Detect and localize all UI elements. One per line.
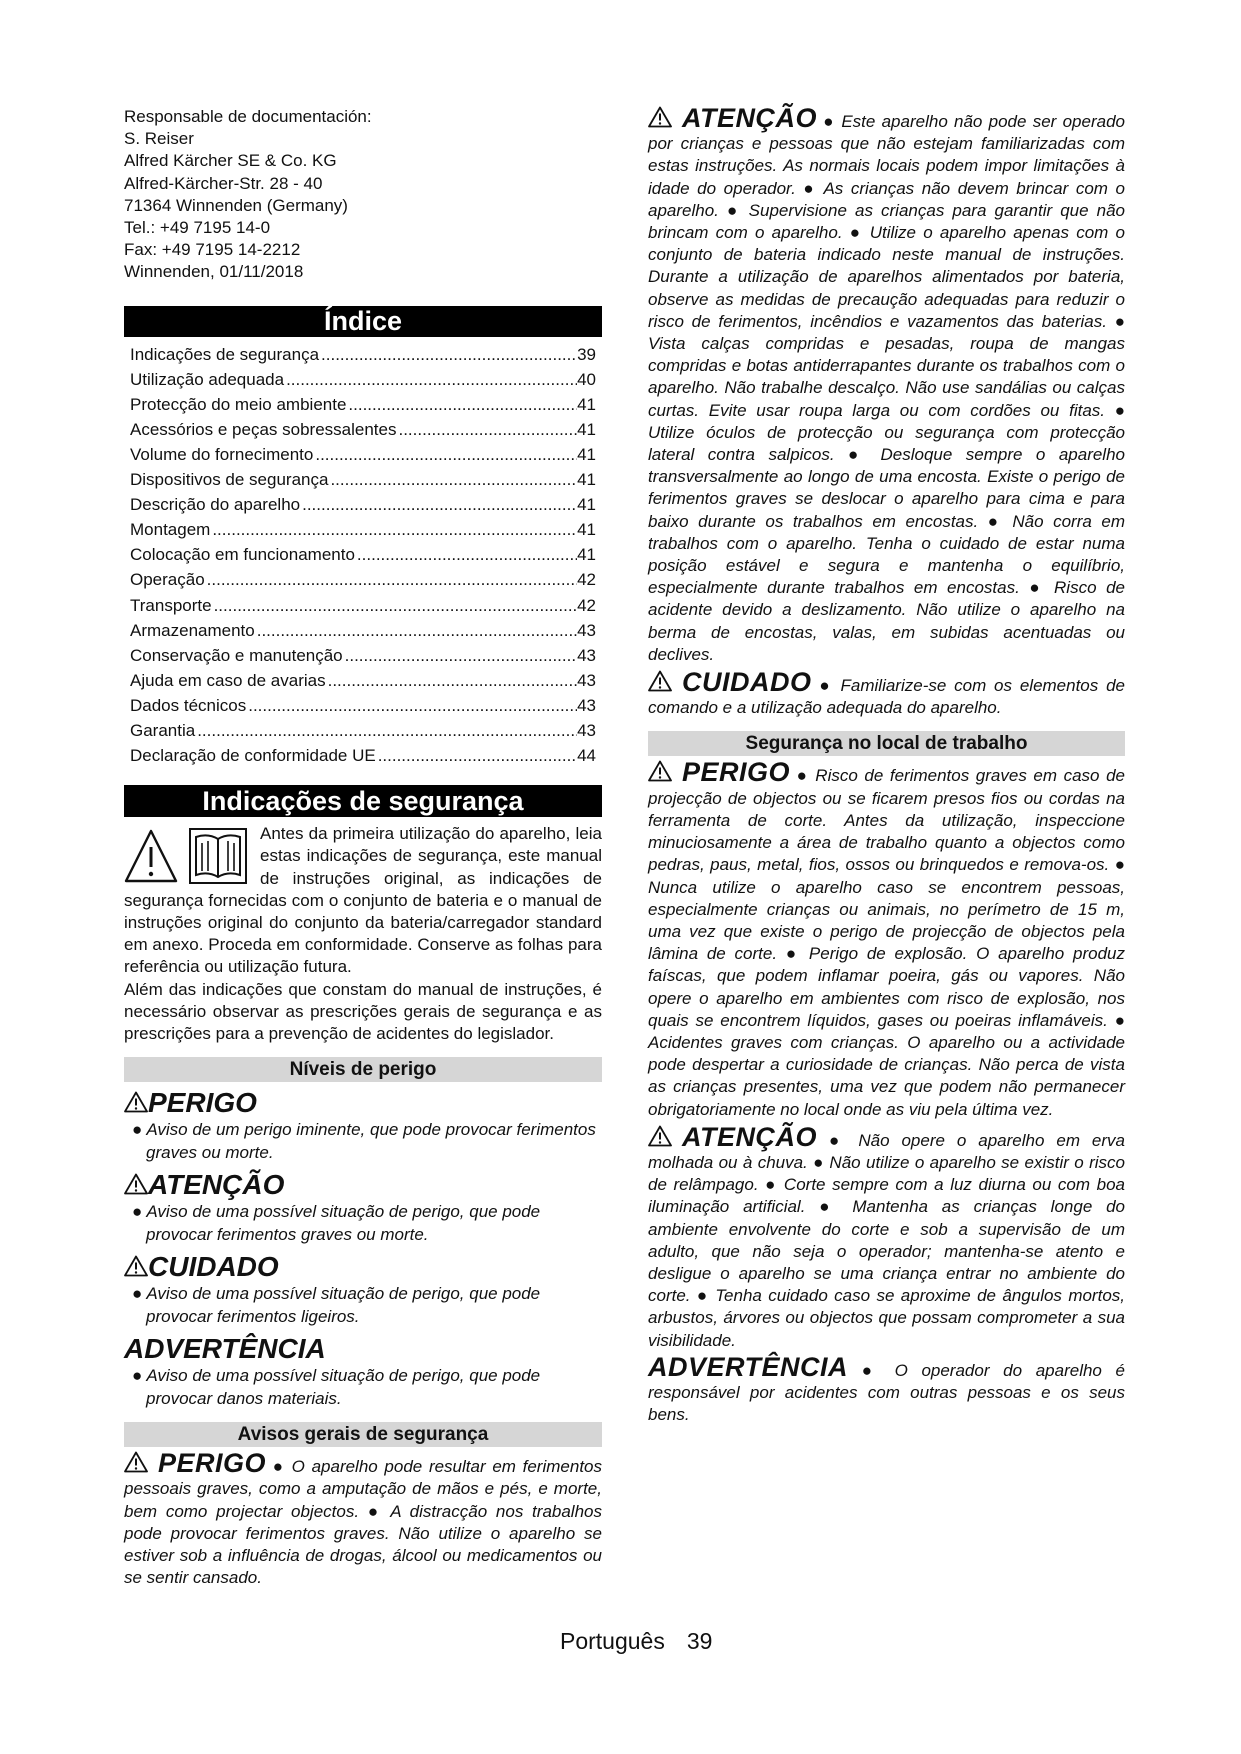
imprint-line: Tel.: +49 7195 14-0 [124, 218, 271, 238]
toc-leader [313, 442, 577, 467]
warning-triangle-icon [648, 106, 672, 128]
toc-entry-page: 43 [577, 645, 596, 665]
warning-triangle-icon [124, 1173, 148, 1195]
toc-entry-page: 41 [577, 520, 596, 540]
imprint [124, 106, 602, 284]
toc-entry-title: Descrição do aparelho [130, 495, 301, 515]
workplace-advertencia-paragraph [648, 1351, 1126, 1427]
imprint-line: Alfred-Kärcher-Str. 28 - 40 [124, 173, 323, 193]
paragraph-text: ● Este aparelho não pode ser operado por crianças e pessoas que não estejam familiarizadas com estas instruções. As normais locais podem impor limitações à idade do operador. ● As crianças não devem brincar com o aparelho. ● Supervisione as crianças para garantir que não brincam com o aparelho. ● Utilize o aparelho apenas com o conjunto de bateria indicado neste manual de instruções. Durante a utilização de aparelhos alimentados por bateria, observe as medidas de precaução adequadas para reduzir o risco de ferimentos, incêndios e vazamentos das baterias. ● Vista calças compridas e pesadas, roupa de mangas compridas e botas antiderrapantes durante os trabalhos com o aparelho. Não trabalhe descalço. Não use sandálias ou calças curtas. Evite usar roupa larga ou com cordões ou fitas. ● Utilize óculos de protecção ou segurança com protecção lateral contra salpicos. ● Desloque sempre o aparelho transversalmente ao longo de uma encosta. Existe o perigo de ferimentos graves se deslocar o aparelho para cima e para baixo durante os trabalhos em encostas. ● Não corra em trabalhos com o aparelho. Tenha o cuidado de estar numa posição estável e segura e mantenha o equilíbrio, especialmente durante trabalhos em encostas. ● Risco de acidente devido a deslizamento. Não utilize o aparelho na berma de encostas, valas, em subidas acentuadas ou declives. [648, 112, 1125, 664]
cuidado-paragraph [648, 667, 1125, 719]
warning-triangle-icon [124, 1451, 148, 1473]
toc-entry-title: Indicações de segurança [130, 344, 320, 364]
toc-entry-page: 43 [577, 721, 596, 741]
toc-entry-page: 40 [577, 369, 596, 389]
toc-entry[interactable] [130, 492, 596, 517]
toc-entry-page: 44 [577, 746, 596, 766]
toc-leader [300, 492, 577, 517]
toc-leader [328, 467, 577, 492]
toc-entry-page: 42 [577, 570, 596, 590]
level-advertencia-heading [124, 1334, 602, 1364]
signal-word: ATENÇÃO [682, 1121, 817, 1152]
left-column [124, 106, 602, 1589]
table-of-contents [124, 342, 602, 769]
toc-entry-title: Operação [130, 570, 205, 590]
workplace-perigo-paragraph [648, 757, 1125, 1120]
toc-entry-page: 41 [577, 419, 596, 439]
toc-entry[interactable] [130, 668, 596, 693]
toc-leader [246, 693, 577, 718]
toc-entry-title: Dispositivos de segurança [130, 470, 329, 490]
warning-triangle-icon [124, 1255, 148, 1277]
warning-triangle-icon [648, 1125, 672, 1147]
page-footer [560, 1628, 712, 1655]
toc-entry-title: Volume do fornecimento [130, 445, 314, 464]
toc-entry-title: Declaração de conformidade UE [130, 746, 376, 766]
toc-entry[interactable] [130, 367, 596, 392]
safety-intro [124, 823, 602, 1045]
imprint-line: 71364 Winnenden (Germany) [124, 195, 348, 215]
imprint-line: Winnenden, 01/11/2018 [124, 262, 304, 282]
toc-entry[interactable] [130, 467, 596, 492]
toc-entry[interactable] [130, 417, 596, 442]
toc-entry-title: Protecção do meio ambiente [130, 394, 347, 414]
toc-leader [205, 567, 577, 592]
level-atencao-heading [124, 1170, 602, 1200]
level-text: ● Aviso de um perigo iminente, que pode provocar ferimentos graves ou morte. [132, 1120, 596, 1163]
toc-leader [326, 668, 577, 693]
toc-leader [396, 417, 577, 442]
signal-word: CUIDADO [682, 667, 812, 698]
toc-leader [355, 542, 577, 567]
toc-entry-title: Conservação e manutenção [130, 645, 343, 665]
toc-heading: Índice [124, 306, 602, 337]
warning-triangle-icon [124, 1091, 148, 1113]
toc-leader [319, 342, 577, 367]
toc-entry-page: 43 [577, 670, 596, 690]
toc-entry-page: 41 [577, 545, 596, 565]
signal-word: ADVERTÊNCIA [648, 1351, 849, 1382]
level-label: ATENÇÃO [148, 1169, 285, 1201]
page-number: 39 [686, 1628, 713, 1654]
toc-entry[interactable] [130, 693, 596, 718]
toc-entry[interactable] [130, 542, 596, 567]
level-label: PERIGO [148, 1087, 257, 1119]
toc-entry[interactable] [130, 392, 596, 417]
paragraph-text: ● Não opere o aparelho em erva molhada ou à chuva. ● Não utilize o aparelho se existir o risco de relâmpago. ● Corte sempre com a luz diurna ou com boa iluminação artificial. ● Mantenha as crianças longe do ambiente envolvente do corte e sob a supervisão de um adulto, que não seja o operador; mantenha-se atento e desligue o aparelho se uma criança entrar no ambiente do corte. ● Tenha cuidado caso se aproxime de ângulos mortos, arbustos, árvores ou objectos que possam comprometer a sua visibilidade. [648, 1130, 1125, 1350]
toc-entry-page: 42 [577, 595, 596, 615]
warning-triangle-icon [648, 670, 672, 692]
workplace-atencao-paragraph [648, 1121, 1125, 1352]
paragraph-text: ● Familiarize-se com os elementos de comando e a utilização adequada do aparelho. [648, 676, 1125, 718]
paragraph-text: ● O aparelho pode resultar em ferimentos pessoais graves, como a amputação de mãos e pés, e morte, bem como projectar objectos. ● A distracção nos trabalhos pode provocar ferimentos graves. Não utilize o aparelho se estiver sob a influência de drogas, álcool ou medicamentos ou se sentir cansado. [124, 1457, 602, 1588]
toc-entry-title: Acessórios e peças sobressalentes [130, 419, 397, 439]
toc-leader [376, 743, 577, 768]
level-text: ● Aviso de uma possível situação de perigo, que pode provocar ferimentos ligeiros. [132, 1284, 541, 1327]
toc-leader [346, 392, 577, 417]
toc-entry[interactable] [130, 442, 596, 467]
imprint-line: S. Reiser [124, 129, 194, 149]
toc-entry-title: Garantia [130, 721, 196, 741]
level-text: ● Aviso de uma possível situação de perigo, que pode provocar danos materiais. [132, 1366, 541, 1409]
level-cuidado-heading [124, 1252, 602, 1282]
toc-entry[interactable] [130, 743, 596, 768]
toc-entry-title: Colocação em funcionamento [130, 545, 355, 565]
general-perigo-paragraph [124, 1448, 602, 1589]
toc-entry-title: Ajuda em caso de avarias [130, 670, 326, 690]
signal-word: PERIGO [682, 757, 791, 788]
toc-leader [255, 618, 577, 643]
imprint-line: Fax: +49 7195 14-2212 [124, 240, 301, 260]
toc-leader [212, 593, 578, 618]
footer-language: Português [560, 1628, 665, 1654]
level-label: CUIDADO [148, 1251, 279, 1283]
signal-word: ATENÇÃO [682, 103, 817, 133]
toc-entry-title: Dados técnicos [130, 695, 247, 715]
toc-entry[interactable] [130, 643, 596, 668]
level-label: ADVERTÊNCIA [124, 1333, 326, 1365]
safety-intro-text: Antes da primeira utilização do aparelho, leia estas indicações de segurança, este manual de instruções original, as indicações de segurança fornecidas com o conjunto de bateria e o manual de instruções original do conjunto da bateria/carregador standard em anexo. Proceda em conformidade. Conserve as folhas para referência ou utilização futura. [124, 824, 602, 977]
workplace-safety-heading: Segurança no local de trabalho [648, 731, 1125, 756]
paragraph-text: ● O operador do aparelho é responsável por acidentes com outras pessoas e os seus bens. [648, 1360, 1126, 1425]
toc-entry[interactable] [130, 718, 596, 743]
toc-entry-page: 41 [577, 445, 596, 464]
imprint-line: Alfred Kärcher SE & Co. KG [124, 151, 337, 171]
signal-word: PERIGO [158, 1448, 267, 1479]
toc-entry[interactable] [130, 593, 596, 618]
toc-entry[interactable] [130, 567, 596, 592]
safety-heading: Indicações de segurança [124, 785, 602, 817]
toc-entry[interactable] [130, 517, 596, 542]
toc-leader [195, 718, 577, 743]
toc-entry-page: 41 [577, 495, 596, 515]
toc-entry-page: 41 [577, 394, 596, 414]
safety-intro-text: Além das indicações que constam do manual de instruções, é necessário observar as prescrições gerais de segurança e as prescrições para a prevenção de acidentes do legislador. [124, 979, 602, 1044]
danger-levels-heading: Níveis de perigo [124, 1057, 602, 1082]
paragraph-text: ● Risco de ferimentos graves em caso de projecção de objectos ou se ficarem presos fios ou cordas na ferramenta de corte. Antes da utilização, inspeccione minuciosamente a área de trabalho quanto a objectos como pedras, paus, metal, fios, ossos ou brinquedos e remova-os. ● Nunca utilize o aparelho caso se encontrem pessoas, especialmente crianças ou animais, no perímetro de 15 m, uma vez que existe o perigo de projecção de objectos pela lâmina de corte. ● Perigo de explosão. O aparelho produz faíscas, que podem inflamar poeira, gás ou vapores. Não opere o aparelho em ambientes com risco de explosão, nos quais se encontrem líquidos, gases ou poeiras inflamáveis. ● Acidentes graves com crianças. O aparelho ou a actividade pode despertar a curiosidade de crianças. Não perca de vista as crianças presentes, uma vez que podem não permanecer obrigatoriamente no local onde as viu pela última vez. [648, 766, 1125, 1119]
atencao-paragraph [648, 103, 1125, 666]
imprint-line: Responsable de documentación: [124, 107, 372, 126]
right-column [648, 103, 1126, 1426]
toc-leader [343, 643, 577, 668]
warning-triangle-icon [648, 760, 672, 782]
toc-entry-page: 43 [577, 695, 596, 715]
general-safety-heading: Avisos gerais de segurança [124, 1422, 602, 1447]
toc-entry-title: Armazenamento [130, 620, 255, 640]
toc-entry-title: Transporte [130, 595, 212, 615]
toc-leader [284, 367, 577, 392]
toc-entry-title: Montagem [130, 520, 211, 540]
toc-leader [210, 517, 577, 542]
toc-entry-page: 43 [577, 620, 596, 640]
toc-entry[interactable] [130, 342, 596, 367]
toc-entry-page: 41 [577, 470, 596, 490]
toc-entry[interactable] [130, 618, 596, 643]
level-text: ● Aviso de uma possível situação de perigo, que pode provocar ferimentos graves ou morte. [132, 1202, 541, 1245]
toc-entry-title: Utilização adequada [130, 369, 285, 389]
toc-entry-page: 39 [577, 344, 596, 364]
level-perigo-heading [124, 1088, 602, 1118]
warning-and-manual-icon [124, 825, 252, 887]
